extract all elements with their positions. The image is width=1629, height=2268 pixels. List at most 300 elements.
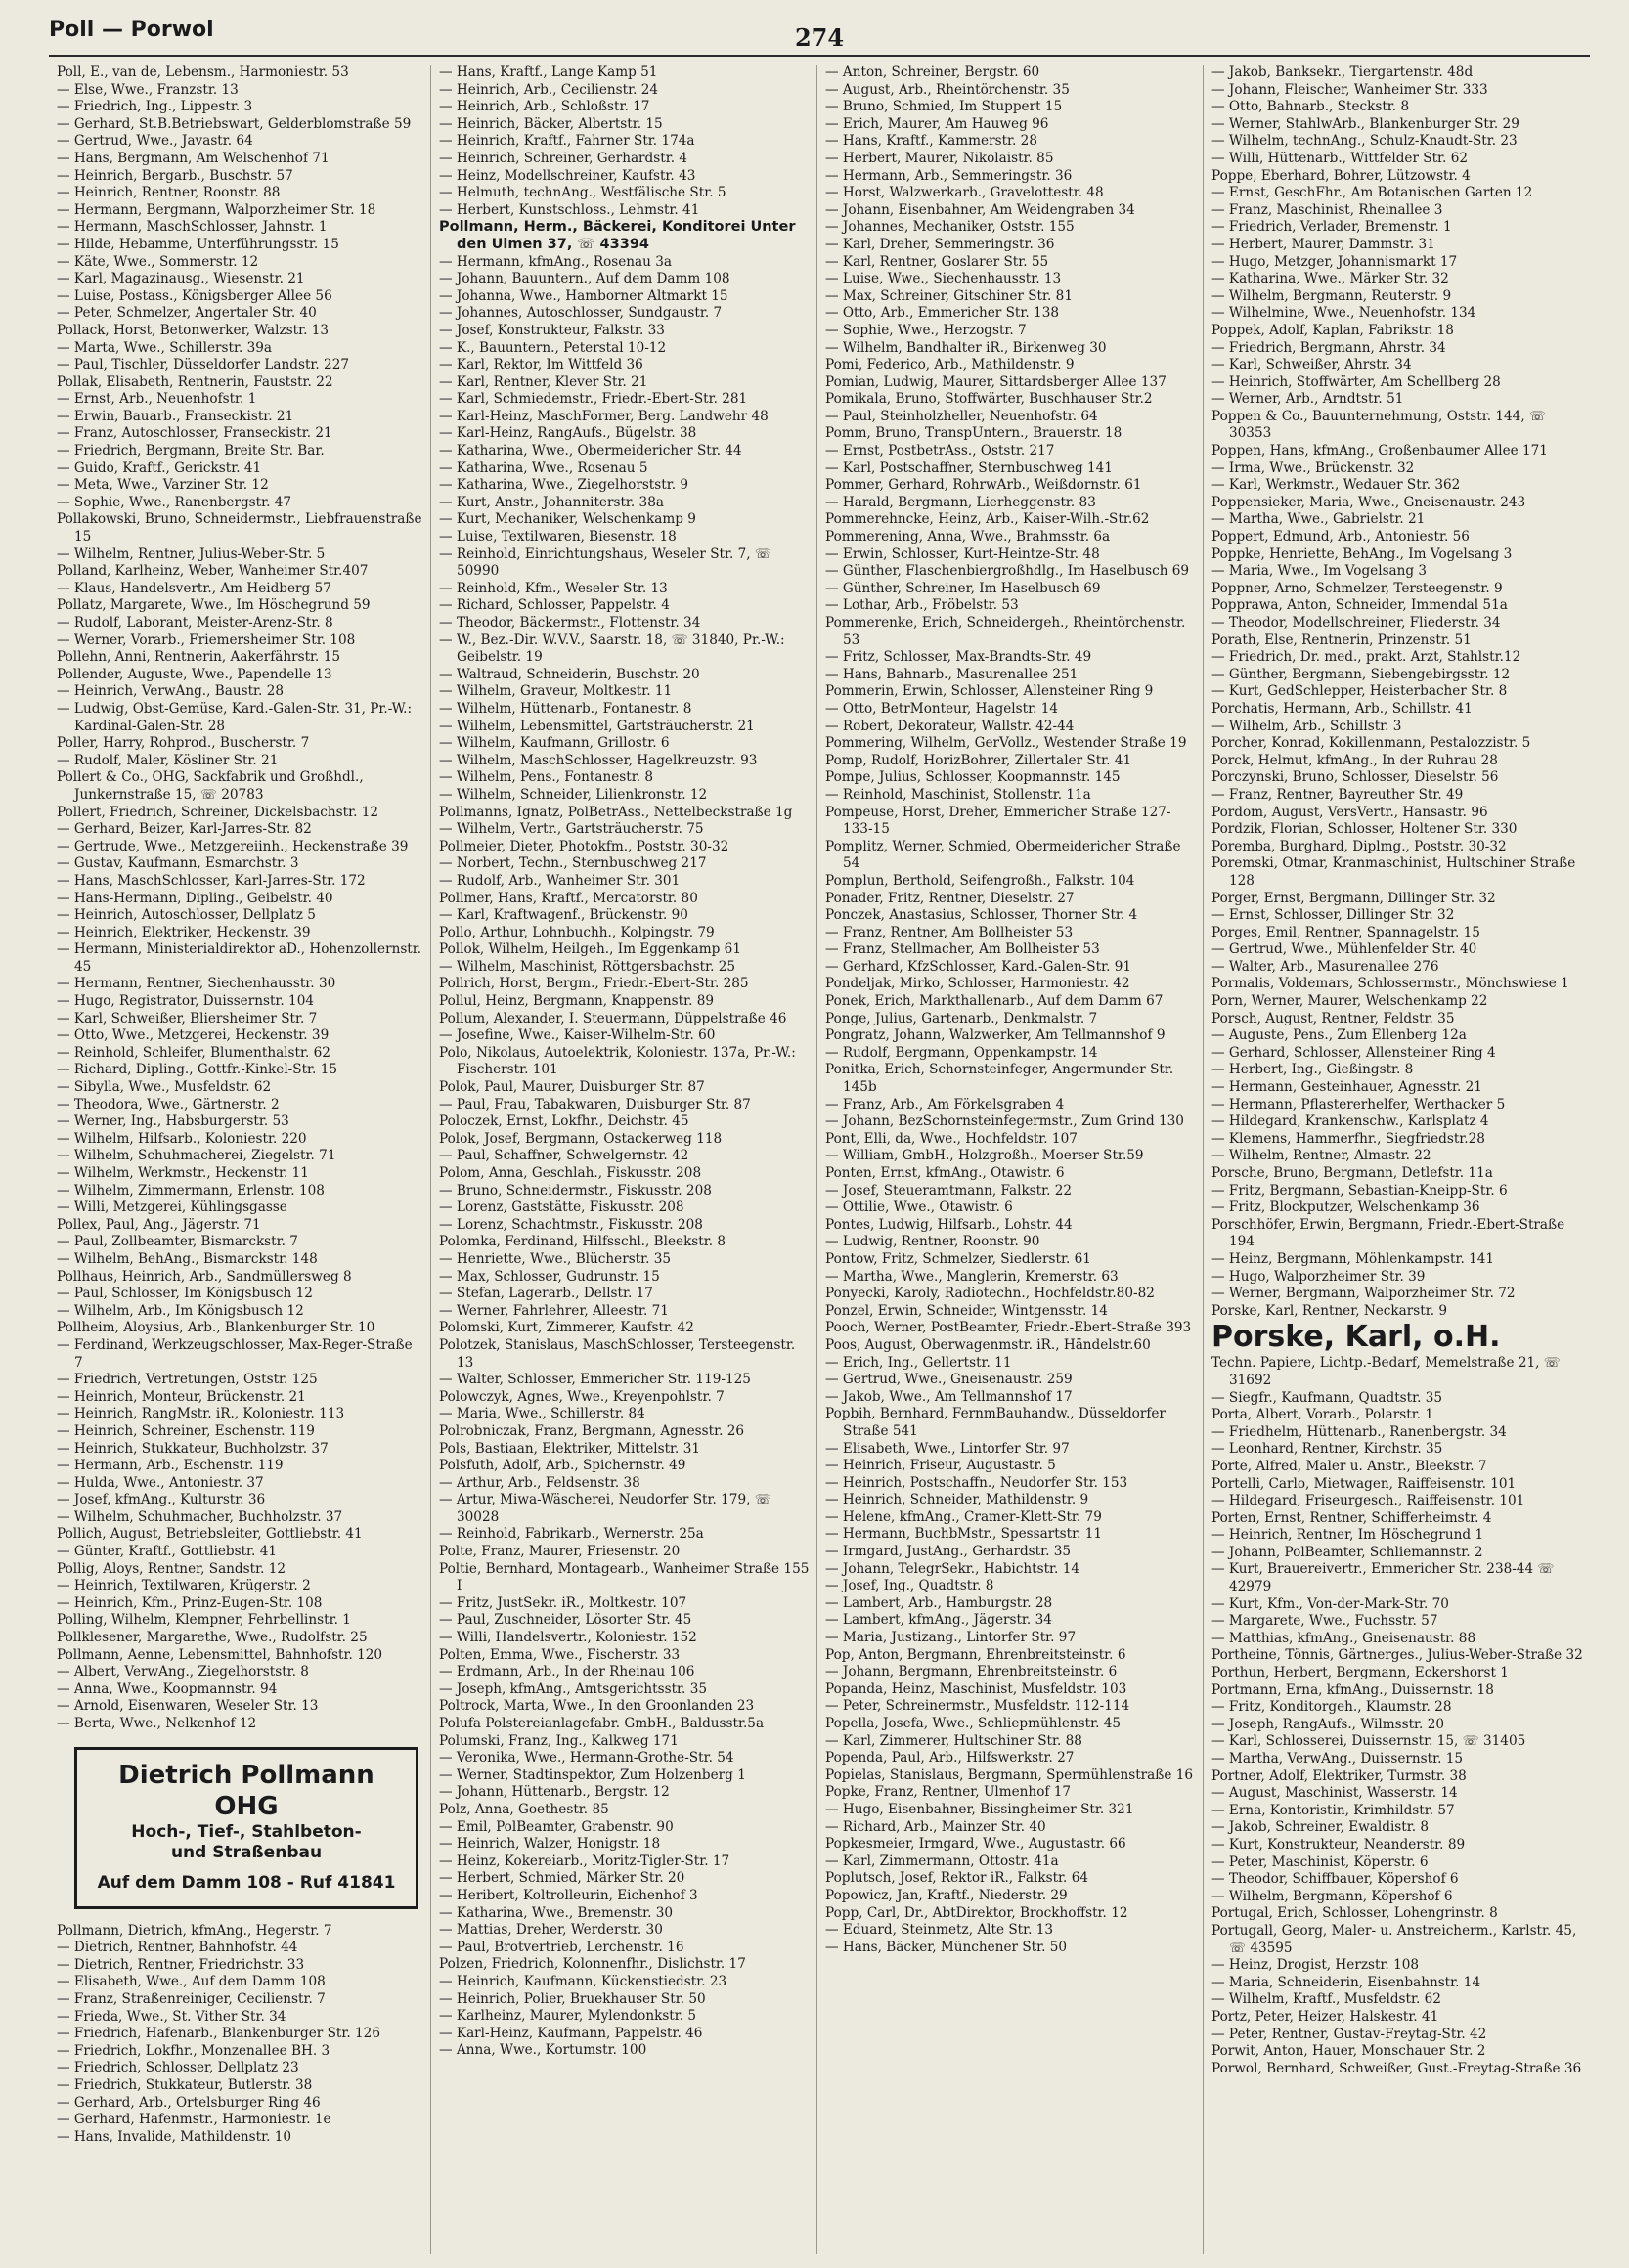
directory-entry: — Karl, Schlosserei, Duissernstr. 15, ☏ 31405 — [1211, 1733, 1526, 1750]
directory-entry: Poloczek, Ernst, Lokfhr., Deichstr. 45 — [439, 1113, 689, 1130]
directory-entry: — Martha, VerwAng., Duissernstr. 15 — [1211, 1751, 1464, 1766]
directory-entry: — Lorenz, Gaststätte, Fiskusstr. 208 — [439, 1199, 684, 1216]
directory-entry: — Heinrich, Arb., Cecilienstr. 24 — [439, 81, 659, 98]
directory-entry: — Reinhold, Einrichtungshaus, Weseler Str. 7, ☏ 50990 — [439, 545, 771, 580]
directory-entry: — Leonhard, Rentner, Kirchstr. 35 — [1211, 1441, 1443, 1458]
directory-entry: — Fritz, JustSekr. iR., Moltkestr. 107 — [439, 1594, 687, 1611]
directory-entry: — Elisabeth, Wwe., Lintorfer Str. 97 — [825, 1440, 1070, 1457]
directory-entry: Polufa Polstereianlagefabr. GmbH., Baldusstr.5a — [439, 1716, 765, 1731]
directory-entry: — Wilhelm, Pens., Fontanestr. 8 — [439, 769, 654, 786]
directory-entry: — Friedrich, Vertretungen, Oststr. 125 — [57, 1372, 318, 1388]
directory-entry: Polomski, Kurt, Zimmerer, Kaufstr. 42 — [439, 1320, 694, 1336]
directory-entry: — Gerhard, Beizer, Karl-Jarres-Str. 82 — [57, 821, 312, 838]
directory-entry: — Kurt, Anstr., Johanniterstr. 38a — [439, 494, 664, 510]
directory-entry: Popella, Josefa, Wwe., Schliepmühlenstr. 45 — [825, 1716, 1122, 1731]
directory-entry: Ponzel, Erwin, Schneider, Wintgensstr. 14 — [825, 1302, 1108, 1319]
directory-entry: — Theodora, Wwe., Gärtnerstr. 2 — [57, 1096, 280, 1112]
directory-entry: — Werner, Vorarb., Friemersheimer Str. 108 — [57, 632, 356, 648]
directory-entry: — Anna, Wwe., Kortumstr. 100 — [439, 2042, 647, 2059]
directory-entry: — Heinrich, Schneider, Mathildenstr. 9 — [825, 1492, 1089, 1508]
directory-entry: — Elisabeth, Wwe., Auf dem Damm 108 — [57, 1974, 326, 1990]
directory-entry: Pollehn, Anni, Rentnerin, Aakerfährstr. 15 — [57, 649, 341, 666]
directory-entry: — Hans, Bäcker, Münchener Str. 50 — [825, 1939, 1068, 1955]
column-2 — [430, 65, 817, 2254]
directory-entry: — Wilhelmine, Wwe., Neuenhofstr. 134 — [1211, 305, 1476, 322]
directory-entry: — Karl, Schweißer, Bliersheimer Str. 7 — [57, 1010, 318, 1026]
directory-entry: — Gerhard, Schlosser, Allensteiner Ring 4 — [1211, 1044, 1496, 1061]
directory-entry: Ponader, Fritz, Rentner, Dieselstr. 27 — [825, 890, 1075, 906]
directory-entry: — Hermann, Rentner, Siechenhausstr. 30 — [57, 976, 336, 992]
directory-entry: — Max, Schreiner, Gitschiner Str. 81 — [825, 287, 1073, 304]
ad-line-2: und Straßenbau — [170, 1842, 323, 1862]
directory-entry: Pommerin, Erwin, Schlosser, Allensteiner Ring 9 — [825, 683, 1154, 700]
directory-entry: Pollak, Elisabeth, Rentnerin, Fauststr. 22 — [57, 373, 333, 390]
directory-entry: — Maria, Wwe., Schillerstr. 84 — [439, 1406, 645, 1422]
directory-entry: — Paul, Brotvertrieb, Lerchenstr. 16 — [439, 1939, 684, 1955]
ad-title: Dietrich Pollmann OHG — [118, 1760, 374, 1821]
directory-entry: Poppner, Arno, Schmelzer, Tersteegenstr. 9 — [1211, 580, 1503, 596]
directory-entry: — Heinrich, Stukkateur, Buchholzstr. 37 — [57, 1440, 329, 1457]
directory-entry: Ponge, Julius, Gartenarb., Denkmalstr. 7 — [825, 1010, 1098, 1026]
directory-entry: Polumski, Franz, Ing., Kalkweg 171 — [439, 1732, 679, 1749]
directory-entry: — Johann, BezSchornsteinfegermstr., Zum Grind 130 — [825, 1113, 1184, 1130]
directory-entry: — Wilhelm, Graveur, Moltkestr. 11 — [439, 683, 673, 700]
directory-entry: — Gerhard, St.B.Betriebswart, Gelderblomstraße 59 — [57, 115, 412, 132]
directory-entry: Pollmann, Dietrich, kfmAng., Hegerstr. 7 — [57, 1922, 332, 1939]
column-3 — [816, 65, 1204, 2254]
directory-entry: — Heinz, Kokereiarb., Moritz-Tigler-Str. 17 — [439, 1853, 730, 1869]
directory-entry: — Stefan, Lagerarb., Dellstr. 17 — [439, 1286, 653, 1302]
directory-entry: — Norbert, Techn., Sternbuschweg 217 — [439, 855, 707, 872]
directory-entry: Polland, Karlheinz, Weber, Wanheimer Str.407 — [57, 563, 369, 580]
directory-entry: — Arnold, Eisenwaren, Weseler Str. 13 — [57, 1698, 319, 1715]
directory-entry: — Matthias, kfmAng., Gneisenaustr. 88 — [1211, 1630, 1476, 1646]
directory-entry: Portugall, Georg, Maler- u. Anstreicherm., Karlstr. 45, ☏ 43595 — [1211, 1922, 1577, 1956]
directory-entry: — Heinrich, Kfm., Prinz-Eugen-Str. 108 — [57, 1594, 323, 1611]
directory-entry: — August, Arb., Rheintörchenstr. 35 — [825, 81, 1070, 98]
directory-entry: — Theodor, Bäckermstr., Flottenstr. 34 — [439, 615, 701, 631]
directory-entry: — Irmgard, JustAng., Gerhardstr. 35 — [825, 1544, 1072, 1560]
directory-entry: — Lambert, kfmAng., Jägerstr. 34 — [825, 1612, 1052, 1629]
directory-entry: — Heinrich, Polier, Bruekhauser Str. 50 — [439, 1990, 706, 2007]
directory-entry: — Henriette, Wwe., Blücherstr. 35 — [439, 1250, 672, 1267]
directory-entry: Pollheim, Aloysius, Arb., Blankenburger Str. 10 — [57, 1320, 375, 1336]
directory-entry: — Werner, Bergmann, Walporzheimer Str. 72 — [1211, 1286, 1516, 1302]
firm-heading: Porske, Karl, o.H. — [1211, 1320, 1501, 1355]
directory-entry: — Wilhelm, BehAng., Bismarckstr. 148 — [57, 1250, 318, 1267]
directory-entry: — Ludwig, Obst-Gemüse, Kard.-Galen-Str. 31, Pr.-W.: Kardinal-Galen-Str. 28 — [57, 700, 413, 734]
directory-entry: — Heinz, Bergmann, Möhlenkampstr. 141 — [1211, 1250, 1495, 1267]
directory-entry: — Erich, Ing., Gellertstr. 11 — [825, 1354, 1012, 1371]
directory-entry: — Fritz, Schlosser, Max-Brandts-Str. 49 — [825, 649, 1092, 666]
directory-entry: — Otto, Wwe., Metzgerei, Heckenstr. 39 — [57, 1027, 330, 1044]
directory-entry: — Friedrich, Verlader, Bremenstr. 1 — [1211, 219, 1452, 236]
directory-entry: — Hildegard, Krankenschw., Karlsplatz 4 — [1211, 1113, 1489, 1130]
directory-entry: — Anna, Wwe., Koopmannstr. 94 — [57, 1680, 278, 1697]
directory-entry: Porten, Ernst, Rentner, Schifferheimstr. 4 — [1211, 1509, 1492, 1526]
directory-entry: — Dietrich, Rentner, Bahnhofstr. 44 — [57, 1940, 298, 1956]
advertisement-box — [74, 1747, 418, 1909]
directory-entry: — Hugo, Metzger, Johannismarkt 17 — [1211, 253, 1458, 270]
directory-entry: — Wilhelm, Lebensmittel, Gartsträucherstr. 21 — [439, 718, 755, 734]
directory-entry: — Waltraud, Schneiderin, Buschstr. 20 — [439, 666, 700, 682]
directory-entry: — Willi, Hüttenarb., Wittfelder Str. 62 — [1211, 150, 1468, 166]
directory-entry: — Karl, Rentner, Goslarer Str. 55 — [825, 253, 1049, 270]
directory-entry: Porcher, Konrad, Kokillenmann, Pestalozzistr. 5 — [1211, 735, 1531, 752]
directory-entry: — Reinhold, Fabrikarb., Wernerstr. 25a — [439, 1526, 704, 1543]
directory-entry: — Karl, Postschaffner, Sternbuschweg 141 — [825, 459, 1113, 476]
directory-entry: — Karl, Magazinausg., Wiesenstr. 21 — [57, 271, 305, 287]
directory-entry: — Karl, Rentner, Klever Str. 21 — [439, 373, 648, 390]
directory-entry: Polok, Josef, Bergmann, Ostackerweg 118 — [439, 1130, 723, 1147]
directory-entry: — W., Bez.-Dir. W.V.V., Saarstr. 18, ☏ 31840, Pr.-W.: Geibelstr. 19 — [439, 632, 785, 666]
directory-entry: — Hilde, Hebamme, Unterführungsstr. 15 — [57, 236, 339, 252]
directory-entry: — Karl, Schmiedemstr., Friedr.-Ebert-Str. 281 — [439, 391, 748, 408]
directory-entry: Pollakowski, Bruno, Schneidermstr., Liebfrauenstraße 15 — [57, 511, 422, 545]
directory-entry: Pomplun, Berthold, Seifengroßh., Falkstr. 104 — [825, 872, 1135, 889]
directory-entry: Poll, E., van de, Lebensm., Harmoniestr. 53 — [57, 65, 349, 80]
directory-entry: — Veronika, Wwe., Hermann-Grothe-Str. 54 — [439, 1750, 734, 1766]
directory-entry: — Friedrich, Bergmann, Ahrstr. 34 — [1211, 339, 1446, 356]
directory-entry: Poremba, Burghard, Diplmg., Poststr. 30-32 — [1211, 838, 1507, 854]
directory-entry: — Peter, Schreinermstr., Musfeldstr. 112-114 — [825, 1698, 1130, 1715]
directory-entry: — Maria, Wwe., Im Vogelsang 3 — [1211, 563, 1428, 580]
directory-entry: — Günther, Schreiner, Im Haselbusch 69 — [825, 580, 1101, 596]
directory-entry: — Gerhard, Hafenmstr., Harmoniestr. 1e — [57, 2112, 331, 2128]
directory-entry: — Gerhard, Arb., Ortelsburger Ring 46 — [57, 2094, 321, 2111]
directory-entry: Popenda, Paul, Arb., Hilfswerkstr. 27 — [825, 1750, 1075, 1766]
directory-entry: — Heinrich, Stoffwärter, Am Schellberg 28 — [1211, 373, 1501, 390]
directory-entry: — Paul, Zollbeamter, Bismarckstr. 7 — [57, 1234, 298, 1250]
directory-entry: — Max, Schlosser, Gudrunstr. 15 — [439, 1268, 660, 1285]
directory-entry: — Erna, Kontoristin, Krimhildstr. 57 — [1211, 1802, 1455, 1818]
directory-entry: — Heinrich, Walzer, Honigstr. 18 — [439, 1836, 661, 1853]
directory-entry: — Luise, Postass., Königsberger Allee 56 — [57, 287, 332, 304]
directory-entry: — Hans, Invalide, Mathildenstr. 10 — [57, 2128, 292, 2145]
directory-entry: — Friedrich, Schlosser, Dellplatz 23 — [57, 2060, 299, 2076]
directory-entry: Poppke, Henriette, BehAng., Im Vogelsang 3 — [1211, 545, 1513, 562]
directory-entry: Pollmann, Herm., Bäckerei, Konditorei Unter den Ulmen 37, ☏ 43394 — [439, 219, 796, 252]
directory-entry: — Heinrich, Kaufmann, Kückenstiedstr. 23 — [439, 1973, 727, 1989]
page-header — [49, 14, 1590, 57]
directory-entry: — Hugo, Walporzheimer Str. 39 — [1211, 1268, 1426, 1285]
directory-entry: Ponczek, Anastasius, Schlosser, Thorner Str. 4 — [825, 907, 1138, 924]
directory-entry: — Horst, Walzwerkarb., Gravelottestr. 48 — [825, 185, 1104, 201]
directory-entry: Pontes, Ludwig, Hilfsarb., Lohstr. 44 — [825, 1216, 1073, 1233]
directory-entry: — Ernst, Schlosser, Dillinger Str. 32 — [1211, 907, 1455, 924]
directory-entry: — Friedrich, Lokfhr., Monzenallee BH. 3 — [57, 2042, 330, 2059]
directory-entry: — Katharina, Wwe., Märker Str. 32 — [1211, 271, 1449, 287]
directory-entry: — Anton, Schreiner, Bergstr. 60 — [825, 65, 1040, 80]
directory-entry: — Hermann, Arb., Eschenstr. 119 — [57, 1458, 284, 1474]
directory-entry: — Johanna, Wwe., Hamborner Altmarkt 15 — [439, 287, 728, 304]
page-number: 274 — [794, 23, 845, 52]
directory-entry: Pont, Elli, da, Wwe., Hochfeldstr. 107 — [825, 1130, 1078, 1147]
directory-entry: — Herbert, Kunstschloss., Lehmstr. 41 — [439, 201, 700, 218]
running-head: Poll — Porwol — [49, 18, 214, 42]
directory-entry: Polok, Paul, Maurer, Duisburger Str. 87 — [439, 1079, 705, 1096]
directory-entry: — Otto, BetrMonteur, Hagelstr. 14 — [825, 700, 1059, 717]
columns — [49, 65, 1590, 2254]
directory-entry: — Werner, Stadtinspektor, Zum Holzenberg 1 — [439, 1766, 746, 1783]
directory-entry: — Helene, kfmAng., Cramer-Klett-Str. 79 — [825, 1508, 1102, 1525]
directory-entry: — Hugo, Eisenbahner, Bissingheimer Str. 321 — [825, 1801, 1134, 1817]
directory-entry: — Maria, Schneiderin, Eisenbahnstr. 14 — [1211, 1974, 1481, 1990]
directory-entry: Pollatz, Margarete, Wwe., Im Höschegrund 59 — [57, 597, 371, 614]
directory-entry: — Richard, Schlosser, Pappelstr. 4 — [439, 597, 670, 614]
directory-entry: — Hermann, BuchbMstr., Spessartstr. 11 — [825, 1526, 1103, 1543]
directory-entry: — Siegfr., Kaufmann, Quadtstr. 35 — [1211, 1389, 1443, 1406]
directory-entry: Pompe, Julius, Schlosser, Koopmannstr. 145 — [825, 769, 1121, 786]
directory-entry: — Fritz, Konditorgeh., Klaumstr. 28 — [1211, 1699, 1452, 1716]
directory-entry: Poppensieker, Maria, Wwe., Gneisenaustr. 243 — [1211, 494, 1526, 510]
directory-entry: — Hermann, Ministerialdirektor aD., Hohenzollernstr. 45 — [57, 941, 422, 975]
directory-entry: — Franz, Stellmacher, Am Bollheister 53 — [825, 941, 1100, 958]
directory-entry: — Gustav, Kaufmann, Esmarchstr. 3 — [57, 855, 299, 872]
directory-entry: — Walter, Arb., Masurenallee 276 — [1211, 958, 1439, 975]
directory-entry: Pordom, August, VersVertr., Hansastr. 96 — [1211, 804, 1488, 820]
directory-entry: — August, Maschinist, Wasserstr. 14 — [1211, 1785, 1458, 1802]
directory-entry: — Sophie, Wwe., Ranenbergstr. 47 — [57, 494, 292, 510]
directory-entry: — Wilhelm, Zimmermann, Erlenstr. 108 — [57, 1182, 325, 1199]
directory-entry: — Heinrich, VerwAng., Baustr. 28 — [57, 683, 284, 700]
directory-entry: Popke, Franz, Rentner, Ulmenhof 17 — [825, 1784, 1072, 1801]
directory-entry: Portner, Adolf, Elektriker, Turmstr. 38 — [1211, 1767, 1467, 1784]
directory-entry: Pomikala, Bruno, Stoffwärter, Buschhauser Str.2 — [825, 391, 1153, 408]
directory-entry: Pormalis, Voldemars, Schlossermstr., Mönchswiese 1 — [1211, 976, 1569, 992]
directory-entry: — Wilhelm, Arb., Schillstr. 3 — [1211, 718, 1402, 734]
directory-entry: — Johann, TelegrSekr., Habichtstr. 14 — [825, 1560, 1079, 1577]
directory-entry: — Robert, Dekorateur, Wallstr. 42-44 — [825, 718, 1075, 734]
directory-entry: — Wilhelm, Vertr., Gartsträucherstr. 75 — [439, 821, 704, 838]
directory-entry: — Wilhelm, Kaufmann, Grillostr. 6 — [439, 735, 670, 752]
directory-entry: — Heinrich, Arb., Schloßstr. 17 — [439, 99, 650, 115]
directory-entry: — Arthur, Arb., Feldsenstr. 38 — [439, 1474, 640, 1491]
directory-entry: — Rudolf, Bergmann, Oppenkampstr. 14 — [825, 1044, 1098, 1061]
directory-entry: — Heinz, Drogist, Herzstr. 108 — [1211, 1957, 1420, 1974]
directory-entry: — Hermann, kfmAng., Rosenau 3a — [439, 253, 672, 270]
directory-entry: Pommering, Wilhelm, GerVollz., Westender Straße 19 — [825, 735, 1187, 752]
directory-entry: — Werner, StahlwArb., Blankenburger Str. 29 — [1211, 115, 1519, 132]
directory-entry: — Bruno, Schmied, Im Stuppert 15 — [825, 99, 1063, 115]
directory-entry: Popielas, Stanislaus, Bergmann, Spermühlenstraße 16 — [825, 1766, 1193, 1783]
directory-entry: — Ottilie, Wwe., Otawistr. 6 — [825, 1199, 1013, 1216]
directory-entry: — Klemens, Hammerfhr., Siegfriedstr.28 — [1211, 1130, 1485, 1147]
directory-entry: — Ernst, PostbetrAss., Oststr. 217 — [825, 443, 1055, 459]
directory-entry: — Kurt, Konstrukteur, Neanderstr. 89 — [1211, 1836, 1466, 1853]
directory-entry: — Sibylla, Wwe., Musfeldstr. 62 — [57, 1079, 272, 1096]
directory-entry: — Hans-Hermann, Dipling., Geibelstr. 40 — [57, 890, 333, 906]
directory-entry: — Berta, Wwe., Nelkenhof 12 — [57, 1716, 257, 1731]
directory-entry: Pollklesener, Margarethe, Wwe., Rudolfstr. 25 — [57, 1630, 368, 1646]
directory-entry: Pommer, Gerhard, RohrwArb., Weißdornstr. 61 — [825, 477, 1142, 494]
directory-entry: Poltie, Bernhard, Montagearb., Wanheimer Straße 155 I — [439, 1560, 810, 1594]
directory-entry: Portelli, Carlo, Mietwagen, Raiffeisenstr. 101 — [1211, 1475, 1517, 1492]
directory-entry: — Günther, Bergmann, Siebengebirgsstr. 12 — [1211, 666, 1511, 682]
directory-entry: — Josef, Steueramtmann, Falkstr. 22 — [825, 1182, 1073, 1199]
directory-entry: — Albert, VerwAng., Ziegelhorststr. 8 — [57, 1664, 309, 1680]
ad-address: Auf dem Damm 108 - Ruf 41841 — [97, 1872, 396, 1893]
directory-entry: — Friedhelm, Hüttenarb., Ranenbergstr. 34 — [1211, 1423, 1507, 1440]
directory-entry: — Otto, Bahnarb., Steckstr. 8 — [1211, 99, 1410, 115]
directory-entry: — Hulda, Wwe., Antoniestr. 37 — [57, 1474, 264, 1491]
directory-entry: — Heinrich, Monteur, Brückenstr. 21 — [57, 1388, 306, 1405]
directory-entry: — Franz, Autoschlosser, Franseckistr. 21 — [57, 425, 332, 442]
directory-entry: Pomplitz, Werner, Schmied, Obermeidericher Straße 54 — [825, 838, 1181, 872]
directory-entry: Poppe, Eberhard, Bohrer, Lützowstr. 4 — [1211, 167, 1471, 184]
directory-entry: Popp, Carl, Dr., AbtDirektor, Brockhoffstr. 12 — [825, 1904, 1128, 1921]
directory-entry: — Katharina, Wwe., Ziegelhorststr. 9 — [439, 477, 689, 494]
directory-entry: Porwit, Anton, Hauer, Monschauer Str. 2 — [1211, 2043, 1486, 2060]
directory-entry: — Karl, Rektor, Im Wittfeld 36 — [439, 357, 643, 373]
directory-entry: — Heinrich, Autoschlosser, Dellplatz 5 — [57, 907, 316, 924]
directory-entry: — Heinrich, Rentner, Roonstr. 88 — [57, 185, 281, 201]
directory-entry: — Paul, Zuschneider, Lösorter Str. 45 — [439, 1612, 692, 1629]
directory-entry: Popbih, Bernhard, FernmBauhandw., Düsseldorfer Straße 541 — [825, 1406, 1166, 1439]
directory-entry: — Wilhelm, Werkmstr., Heckenstr. 11 — [57, 1165, 309, 1181]
directory-entry: Popprawa, Anton, Schneider, Immendal 51a — [1211, 597, 1508, 614]
directory-entry: — Friedrich, Bergmann, Breite Str. Bar. — [57, 443, 325, 459]
directory-entry: Polom, Anna, Geschlah., Fiskusstr. 208 — [439, 1165, 702, 1181]
directory-entry: — Josef, Konstrukteur, Falkstr. 33 — [439, 322, 665, 338]
directory-entry: Polotzek, Stanislaus, MaschSchlosser, Tersteegenstr. 13 — [439, 1336, 796, 1371]
directory-entry: — Fritz, Blockputzer, Welschenkamp 36 — [1211, 1199, 1480, 1216]
directory-entry: — Erwin, Bauarb., Franseckistr. 21 — [57, 408, 294, 424]
directory-entry: — Gertrude, Wwe., Metzgereiinh., Heckenstraße 39 — [57, 838, 409, 854]
directory-entry: Popowicz, Jan, Kraftf., Niederstr. 29 — [825, 1887, 1068, 1903]
directory-entry: — Theodor, Modellschreiner, Fliederstr. 34 — [1211, 615, 1501, 631]
directory-entry: — Wilhelm, Hüttenarb., Fontanestr. 8 — [439, 700, 692, 717]
directory-entry: — Eduard, Steinmetz, Alte Str. 13 — [825, 1922, 1054, 1939]
directory-entry: Polz, Anna, Goethestr. 85 — [439, 1801, 609, 1817]
directory-entry: — Wilhelm, MaschSchlosser, Hagelkreuzstr. 93 — [439, 752, 758, 768]
directory-entry: — Heinz, Modellschreiner, Kaufstr. 43 — [439, 167, 696, 184]
directory-entry: — Franz, Rentner, Bayreuther Str. 49 — [1211, 786, 1464, 803]
directory-entry: Polte, Franz, Maurer, Friesenstr. 20 — [439, 1544, 681, 1560]
directory-entry: Pollack, Horst, Betonwerker, Walzstr. 13 — [57, 322, 330, 338]
directory-entry: — Josefine, Wwe., Kaiser-Wilhelm-Str. 60 — [439, 1027, 716, 1044]
directory-entry: — Jakob, Wwe., Am Tellmannshof 17 — [825, 1388, 1073, 1405]
directory-entry: — Friedrich, Hafenarb., Blankenburger Str. 126 — [57, 2026, 380, 2042]
directory-entry: Popkesmeier, Irmgard, Wwe., Augustastr. 66 — [825, 1836, 1126, 1853]
directory-entry: Ponek, Erich, Markthallenarb., Auf dem Damm 67 — [825, 993, 1164, 1010]
directory-entry: Pollhaus, Heinrich, Arb., Sandmüllersweg 8 — [57, 1268, 352, 1285]
directory-entry: — Peter, Maschinist, Köperstr. 6 — [1211, 1854, 1429, 1870]
directory-entry: — Heinrich, Kraftf., Fahrner Str. 174a — [439, 133, 695, 150]
directory-entry: Porschhöfer, Erwin, Bergmann, Friedr.-Ebert-Straße 194 — [1211, 1216, 1565, 1250]
directory-entry: — Marta, Wwe., Schillerstr. 39a — [57, 339, 273, 356]
directory-entry: — Lorenz, Schachtmstr., Fiskusstr. 208 — [439, 1216, 703, 1233]
directory-entry: — Käte, Wwe., Sommerstr. 12 — [57, 253, 259, 270]
directory-entry: — Ernst, Arb., Neuenhofstr. 1 — [57, 391, 257, 408]
directory-entry: — Paul, Schlosser, Im Königsbusch 12 — [57, 1286, 313, 1302]
directory-entry: — Hans, Bahnarb., Masurenallee 251 — [825, 666, 1079, 682]
directory-entry: — Reinhold, Schleifer, Blumenthalstr. 62 — [57, 1044, 330, 1061]
directory-entry: — Reinhold, Kfm., Weseler Str. 13 — [439, 580, 668, 596]
directory-entry: Poplutsch, Josef, Rektor iR., Falkstr. 64 — [825, 1870, 1088, 1887]
column-1 — [49, 65, 430, 2254]
directory-entry: — Martha, Wwe., Gabrielstr. 21 — [1211, 511, 1426, 528]
directory-entry: — Heinrich, Bäcker, Albertstr. 15 — [439, 115, 663, 132]
directory-entry: — Emil, PolBeamter, Grabenstr. 90 — [439, 1818, 674, 1835]
directory-entry: Pollmanns, Ignatz, PolBetrAss., Nettelbeckstraße 1g — [439, 804, 793, 820]
directory-entry: — Johannes, Mechaniker, Oststr. 155 — [825, 219, 1075, 236]
directory-entry: — Peter, Schmelzer, Angertaler Str. 40 — [57, 305, 317, 322]
directory-entry: — Günther, Flaschenbiergroßhdlg., Im Haselbusch 69 — [825, 563, 1190, 580]
directory-entry: — Paul, Schaffner, Schwelgernstr. 42 — [439, 1148, 689, 1164]
directory-entry: — Paul, Frau, Tabakwaren, Duisburger Str. 87 — [439, 1096, 751, 1112]
directory-entry: Porath, Else, Rentnerin, Prinzenstr. 51 — [1211, 632, 1472, 648]
directory-entry: Techn. Papiere, Lichtp.-Bedarf, Memelstraße 21, ☏ 31692 — [1211, 1355, 1561, 1388]
directory-entry: — Kurt, Mechaniker, Welschenkamp 9 — [439, 511, 696, 528]
directory-entry: — Katharina, Wwe., Rosenau 5 — [439, 459, 648, 476]
directory-entry: — Luise, Wwe., Siechenhausstr. 13 — [825, 271, 1062, 287]
directory-entry: — Heinrich, Postschaffn., Neudorfer Str. 153 — [825, 1474, 1128, 1491]
directory-entry: — Martha, Wwe., Manglerin, Kremerstr. 63 — [825, 1268, 1119, 1285]
directory-entry: — Karlheinz, Maurer, Mylendonkstr. 5 — [439, 2008, 697, 2025]
directory-entry: Pomi, Federico, Arb., Mathildenstr. 9 — [825, 357, 1075, 373]
directory-entry: — Gertrud, Wwe., Mühlenfelder Str. 40 — [1211, 941, 1477, 958]
directory-entry: Pop, Anton, Bergmann, Ehrenbreitsteinstr. 6 — [825, 1646, 1126, 1663]
directory-entry: — Frieda, Wwe., St. Vither Str. 34 — [57, 2008, 286, 2025]
directory-entry: — Rudolf, Maler, Kösliner Str. 21 — [57, 752, 279, 768]
directory-entry: — Hans, MaschSchlosser, Karl-Jarres-Str. 172 — [57, 872, 366, 889]
ad-line-1: Hoch-, Tief-, Stahlbeton- — [131, 1821, 362, 1842]
directory-entry: — Fritz, Bergmann, Sebastian-Kneipp-Str. 6 — [1211, 1182, 1508, 1199]
directory-entry: — Rudolf, Laborant, Meister-Arenz-Str. 8 — [57, 615, 333, 631]
directory-entry: — Karl-Heinz, MaschFormer, Berg. Landwehr 48 — [439, 408, 769, 424]
directory-entry: Porck, Helmut, kfmAng., In der Ruhrau 28 — [1211, 752, 1498, 768]
directory-entry: — Wilhelm, Schuhmacher, Buchholzstr. 37 — [57, 1508, 343, 1525]
directory-entry: — Heinrich, Schreiner, Eschenstr. 119 — [57, 1422, 315, 1439]
directory-entry: — Herbert, Maurer, Nikolaistr. 85 — [825, 150, 1054, 166]
directory-entry: Pollender, Auguste, Wwe., Papendelle 13 — [57, 666, 332, 682]
directory-entry: — Heinrich, Elektriker, Heckenstr. 39 — [57, 924, 311, 940]
directory-entry: — Erdmann, Arb., In der Rheinau 106 — [439, 1664, 695, 1680]
directory-entry: — Werner, Arb., Arndtstr. 51 — [1211, 391, 1404, 408]
directory-entry: Portz, Peter, Heizer, Halskestr. 41 — [1211, 2008, 1439, 2025]
directory-entry: — Johannes, Autoschlosser, Sundgaustr. 7 — [439, 305, 723, 322]
directory-entry: Portheine, Tönnis, Gärtnerges., Julius-Weber-Straße 32 — [1211, 1647, 1583, 1664]
directory-entry: Poppek, Adolf, Kaplan, Fabrikstr. 18 — [1211, 322, 1454, 338]
directory-entry: Pollex, Paul, Ang., Jägerstr. 71 — [57, 1216, 261, 1233]
directory-entry: — Wilhelm, Schneider, Lilienkronstr. 12 — [439, 786, 708, 803]
directory-entry: — Kurt, Kfm., Von-der-Mark-Str. 70 — [1211, 1595, 1449, 1612]
directory-entry: — Werner, Fahrlehrer, Alleestr. 71 — [439, 1302, 669, 1319]
directory-entry: — Jakob, Schreiner, Ewaldistr. 8 — [1211, 1819, 1430, 1836]
directory-entry: Pomm, Bruno, TranspUntern., Brauerstr. 18 — [825, 425, 1123, 442]
directory-entry: — Katharina, Wwe., Obermeidericher Str. 44 — [439, 443, 742, 459]
directory-entry: — Hermann, Bergmann, Walporzheimer Str. 18 — [57, 201, 376, 218]
directory-entry: Porwol, Bernhard, Schweißer, Gust.-Freytag-Straße 36 — [1211, 2060, 1582, 2076]
directory-entry: — Peter, Rentner, Gustav-Freytag-Str. 42 — [1211, 2026, 1487, 2042]
directory-entry: Pommerening, Anna, Wwe., Brahmsstr. 6a — [825, 529, 1111, 545]
directory-entry: — Karl-Heinz, Kaufmann, Pappelstr. 46 — [439, 2025, 703, 2041]
directory-entry: — Wilhelm, technAng., Schulz-Knaudt-Str. 23 — [1211, 133, 1518, 150]
directory-entry: Pollert, Friedrich, Schreiner, Dickelsbachstr. 12 — [57, 804, 379, 820]
directory-entry: — Franz, Straßenreiniger, Cecilienstr. 7 — [57, 1990, 326, 2007]
directory-entry: — Kurt, GedSchlepper, Heisterbacher Str. 8 — [1211, 683, 1508, 700]
directory-entry: Pommerehncke, Heinz, Arb., Kaiser-Wilh.-Str.62 — [825, 511, 1150, 528]
directory-entry: Ponyecki, Karoly, Radiotechn., Hochfeldstr.80-82 — [825, 1286, 1155, 1302]
directory-entry: — Johann, PolBeamter, Schliemannstr. 2 — [1211, 1544, 1483, 1560]
directory-entry: Popanda, Heinz, Maschinist, Musfeldstr. 103 — [825, 1680, 1127, 1697]
directory-entry: Porczynski, Bruno, Schlosser, Dieselstr. 56 — [1211, 769, 1499, 786]
directory-entry: — Hans, Kraftf., Kammerstr. 28 — [825, 133, 1037, 150]
directory-entry: — Hugo, Registrator, Duissernstr. 104 — [57, 993, 314, 1010]
directory-entry: — Hildegard, Friseurgesch., Raiffeisenstr. 101 — [1211, 1493, 1525, 1509]
directory-entry: Porthun, Herbert, Bergmann, Eckershorst 1 — [1211, 1665, 1509, 1681]
